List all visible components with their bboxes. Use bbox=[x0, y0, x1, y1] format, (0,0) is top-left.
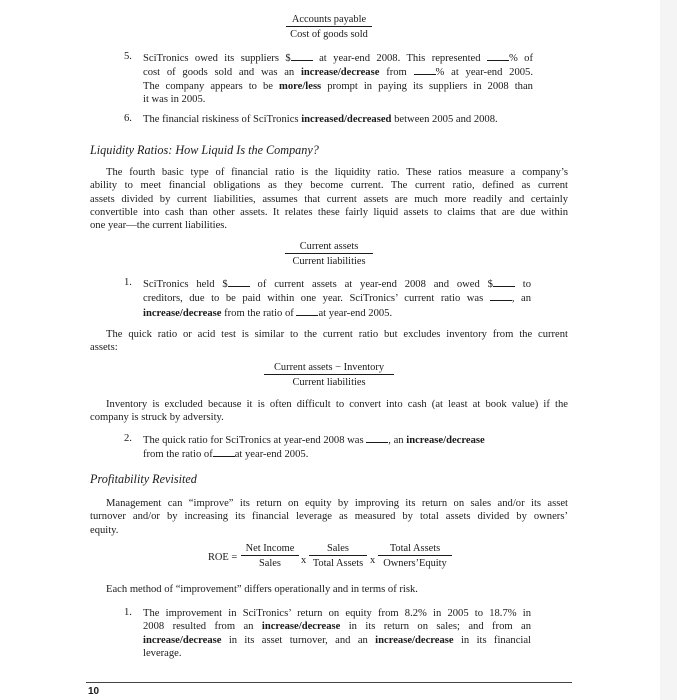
profitability-paragraph bbox=[90, 497, 568, 537]
paragraph-line: assets: bbox=[90, 342, 118, 354]
fraction-denominator: Current liabilities bbox=[292, 256, 366, 267]
fraction-denominator: Sales bbox=[259, 558, 281, 569]
current-ratio-fraction bbox=[285, 241, 373, 267]
question-number: 6. bbox=[124, 113, 132, 124]
blank-field[interactable] bbox=[490, 291, 512, 301]
total-assets-over-equity-fraction bbox=[378, 543, 452, 569]
question-number: 1. bbox=[124, 277, 132, 288]
profitability-question-1 bbox=[143, 607, 531, 660]
q5-line-2: cost of goods sold and was an increase/decrease from % at year-end 2005. bbox=[143, 67, 533, 79]
blank-field[interactable] bbox=[366, 433, 388, 443]
net-income-over-sales-fraction bbox=[241, 543, 299, 569]
accounts-payable-fraction bbox=[286, 14, 372, 40]
fraction-denominator: Current liabilities bbox=[292, 377, 366, 388]
blank-field[interactable] bbox=[213, 447, 235, 457]
q1-line-1: SciTronics held $ of current assets at year-end 2008 and owed $ to bbox=[143, 279, 531, 290]
fraction-numerator: Current assets − Inventory bbox=[264, 362, 394, 375]
paragraph-line: Management can “improve” its return on equity by improving its return on sales and/or its asset bbox=[106, 498, 568, 509]
paragraph-line: equity. bbox=[90, 524, 119, 536]
q2-line-2: from the ratio of at year-end 2005. bbox=[143, 449, 309, 461]
q1-line-4: leverage. bbox=[143, 647, 182, 659]
section-heading-liquidity: Liquidity Ratios: How Liquid Is the Company? bbox=[90, 143, 319, 157]
liquidity-paragraph bbox=[90, 166, 568, 232]
paragraph-line: ability to meet financial obligations as they become current. The current ratio, defined as current bbox=[90, 180, 568, 192]
fraction-numerator: Net Income bbox=[241, 543, 299, 556]
blank-field[interactable] bbox=[414, 65, 436, 75]
question-number: 1. bbox=[124, 607, 132, 618]
inventory-paragraph bbox=[90, 398, 568, 425]
blank-field[interactable] bbox=[493, 277, 515, 287]
blank-field[interactable] bbox=[296, 306, 318, 316]
sales-over-total-assets-fraction bbox=[309, 543, 367, 569]
q1-line-2: 2008 resulted from an increase/decrease in its return on sales; and from an bbox=[143, 621, 531, 633]
paragraph-line: turnover and/or by increasing its financial leverage as measured by total assets divided by owners’ bbox=[90, 511, 568, 523]
fraction-denominator: Cost of goods sold bbox=[290, 29, 368, 40]
q1-line-1: The improvement in SciTronics’ return on equity from 8.2% in 2005 to 18.7% in bbox=[143, 608, 531, 619]
multiply-sign: x bbox=[301, 555, 307, 566]
liquidity-question-2 bbox=[143, 433, 543, 462]
question-number: 5. bbox=[124, 51, 132, 62]
q1-line-3: increase/decrease from the ratio of at year-end 2005. bbox=[143, 307, 393, 319]
page-number: 10 bbox=[88, 686, 100, 697]
liquidity-question-1 bbox=[143, 277, 531, 320]
paragraph-line: one year—the current liabilities. bbox=[90, 220, 228, 232]
multiply-sign: x bbox=[370, 555, 376, 566]
fraction-denominator: Total Assets bbox=[312, 558, 364, 569]
fraction-denominator: Owners’Equity bbox=[383, 558, 447, 569]
fraction-numerator: Accounts payable bbox=[286, 14, 372, 27]
q5-line-3: The company appears to be more/less prompt in paying its suppliers in 2008 than bbox=[143, 80, 533, 92]
question-5 bbox=[143, 51, 533, 106]
q2-line-1: The quick ratio for SciTronics at year-end 2008 was , an increase/decrease bbox=[143, 435, 485, 446]
blank-field[interactable] bbox=[228, 277, 250, 287]
paragraph-line: assets divided by current liabilities, assumes that current assets are much more readily and certainly bbox=[90, 193, 568, 205]
question-6: The financial riskiness of SciTronics increased/decreased between 2005 and 2008. bbox=[143, 114, 498, 125]
paragraph-line: convertible into cash than other assets. It relates these fairly liquid assets to claims that are due within bbox=[90, 206, 568, 218]
q5-line-4: it was in 2005. bbox=[143, 93, 206, 105]
fraction-numerator: Total Assets bbox=[378, 543, 452, 556]
paragraph-line: The fourth basic type of financial ratio is the liquidity ratio. These ratios measure a company’s bbox=[106, 167, 568, 178]
q1-line-3: increase/decrease in its asset turnover, and an increase/decrease in its financial bbox=[143, 634, 531, 646]
quick-ratio-fraction bbox=[264, 362, 394, 388]
blank-field[interactable] bbox=[487, 51, 509, 61]
roe-label: ROE = bbox=[208, 552, 238, 563]
q1-line-2: creditors, due to be paid within one year. SciTronics’ current ratio was , an bbox=[143, 293, 532, 305]
fraction-numerator: Current assets bbox=[285, 241, 373, 254]
section-heading-profitability: Profitability Revisited bbox=[90, 472, 197, 486]
paragraph-line: Inventory is excluded because it is often difficult to convert into cash (at least at book value) if the bbox=[106, 399, 568, 410]
paragraph-line: The quick ratio or acid test is similar to the current ratio but excludes inventory from the current bbox=[106, 329, 568, 340]
paragraph-line: company is struck by adversity. bbox=[90, 412, 224, 424]
quick-ratio-paragraph bbox=[90, 328, 568, 355]
each-method-text: Each method of “improvement” differs operationally and in terms of risk. bbox=[106, 584, 418, 595]
fraction-numerator: Sales bbox=[309, 543, 367, 556]
blank-field[interactable] bbox=[291, 51, 313, 61]
q5-line-1: SciTronics owed its suppliers $ at year-end 2008. This represented % of bbox=[143, 53, 533, 64]
question-number: 2. bbox=[124, 433, 132, 444]
footer-rule bbox=[86, 682, 572, 683]
